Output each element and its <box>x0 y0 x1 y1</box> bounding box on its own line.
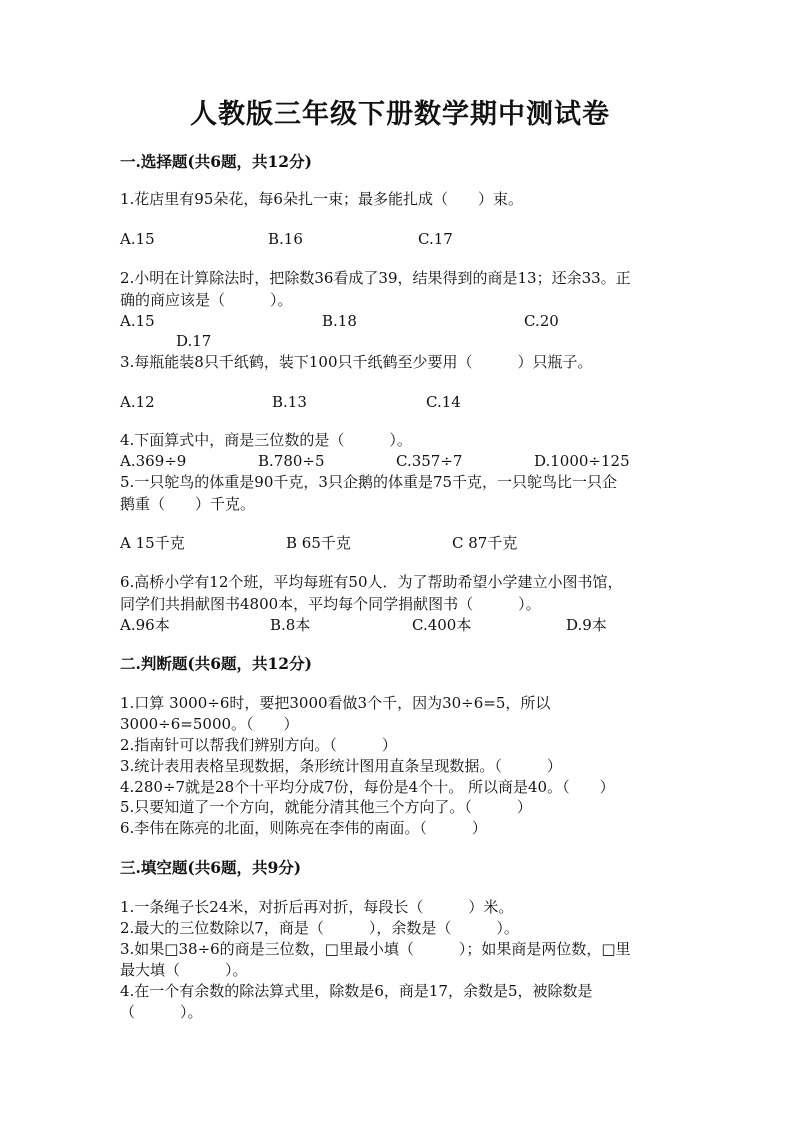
question-stem-continued: 确的商应该是（ ）。 <box>120 291 293 309</box>
section-heading-judge: 二.判断题(共6题，共12分) <box>120 654 312 673</box>
question-stem: 1.花店里有95朵花，每6朵扎一束；最多能扎成（ ）束。 <box>120 190 523 208</box>
option-c: C.14 <box>426 393 461 411</box>
option-d: D.9本 <box>566 616 607 634</box>
question-stem-continued: 同学们共捐献图书4800本，平均每个同学捐献图书（ ）。 <box>120 595 541 613</box>
option-a: A.12 <box>120 393 155 411</box>
option-b: B.18 <box>322 312 357 330</box>
question-stem-continued: 鹅重（ ）千克。 <box>120 495 256 513</box>
question-stem: 1.口算 3000÷6时，要把3000看做3个千，因为30÷6=5，所以 <box>120 694 551 712</box>
question-stem-continued: 最大填（ ）。 <box>120 961 248 979</box>
option-c: C.400本 <box>412 616 472 634</box>
option-c: C.17 <box>418 230 453 248</box>
question-stem: 4.280÷7就是28个十平均分成7份，每份是4个十。 所以商是40。（ ） <box>120 778 615 796</box>
question-stem: 5.一只鸵鸟的体重是90千克，3只企鹅的体重是75千克，一只鸵鸟比一只企 <box>120 473 618 491</box>
option-d: D.17 <box>176 332 212 350</box>
question-stem: 2.最大的三位数除以7，商是（ ），余数是（ ）。 <box>120 919 519 937</box>
section-heading-fill: 三.填空题(共6题，共9分) <box>120 858 302 877</box>
option-b: B.13 <box>272 393 307 411</box>
question-stem-continued: （ ）。 <box>120 1003 203 1021</box>
question-stem-continued: 3000÷6=5000。（ ） <box>120 715 299 733</box>
question-stem: 3.如果□38÷6的商是三位数，□里最小填（ ）；如果商是两位数，□里 <box>120 940 631 958</box>
option-a: A.369÷9 <box>120 452 187 470</box>
question-stem: 2.指南针可以帮我们辨别方向。（ ） <box>120 736 397 754</box>
question-stem: 6.李伟在陈亮的北面，则陈亮在李伟的南面。（ ） <box>120 819 487 837</box>
question-stem: 2.小明在计算除法时，把除数36看成了39，结果得到的商是13；还余33。正 <box>120 269 631 287</box>
question-stem: 4.在一个有余数的除法算式里，除数是6，商是17，余数是5，被除数是 <box>120 982 593 1000</box>
question-stem: 6.高桥小学有12个班，平均每班有50人．为了帮助希望小学建立小图书馆， <box>120 573 623 591</box>
question-stem: 5.只要知道了一个方向，就能分清其他三个方向了。（ ） <box>120 798 532 816</box>
page-title: 人教版三年级下册数学期中测试卷 <box>190 99 610 130</box>
option-c: C.357÷7 <box>396 452 463 470</box>
option-a: A.15 <box>120 230 155 248</box>
option-c: C 87千克 <box>452 534 518 552</box>
question-stem: 4.下面算式中，商是三位数的是（ ）。 <box>120 431 412 449</box>
option-a: A.96本 <box>120 616 170 634</box>
section-heading-choice: 一.选择题(共6题，共12分) <box>120 152 312 171</box>
option-a: A 15千克 <box>120 534 185 552</box>
question-stem: 1.一条绳子长24米，对折后再对折，每段长（ ）米。 <box>120 898 514 916</box>
question-stem: 3.统计表用表格呈现数据，条形统计图用直条呈现数据。（ ） <box>120 757 562 775</box>
option-c: C.20 <box>524 312 559 330</box>
option-b: B.780÷5 <box>258 452 325 470</box>
question-stem: 3.每瓶能装8只千纸鹤，装下100只千纸鹤至少要用（ ）只瓶子。 <box>120 353 593 371</box>
option-b: B.16 <box>268 230 303 248</box>
option-a: A.15 <box>120 312 155 330</box>
option-b: B.8本 <box>270 616 311 634</box>
option-b: B 65千克 <box>286 534 351 552</box>
option-d: D.1000÷125 <box>534 452 630 470</box>
